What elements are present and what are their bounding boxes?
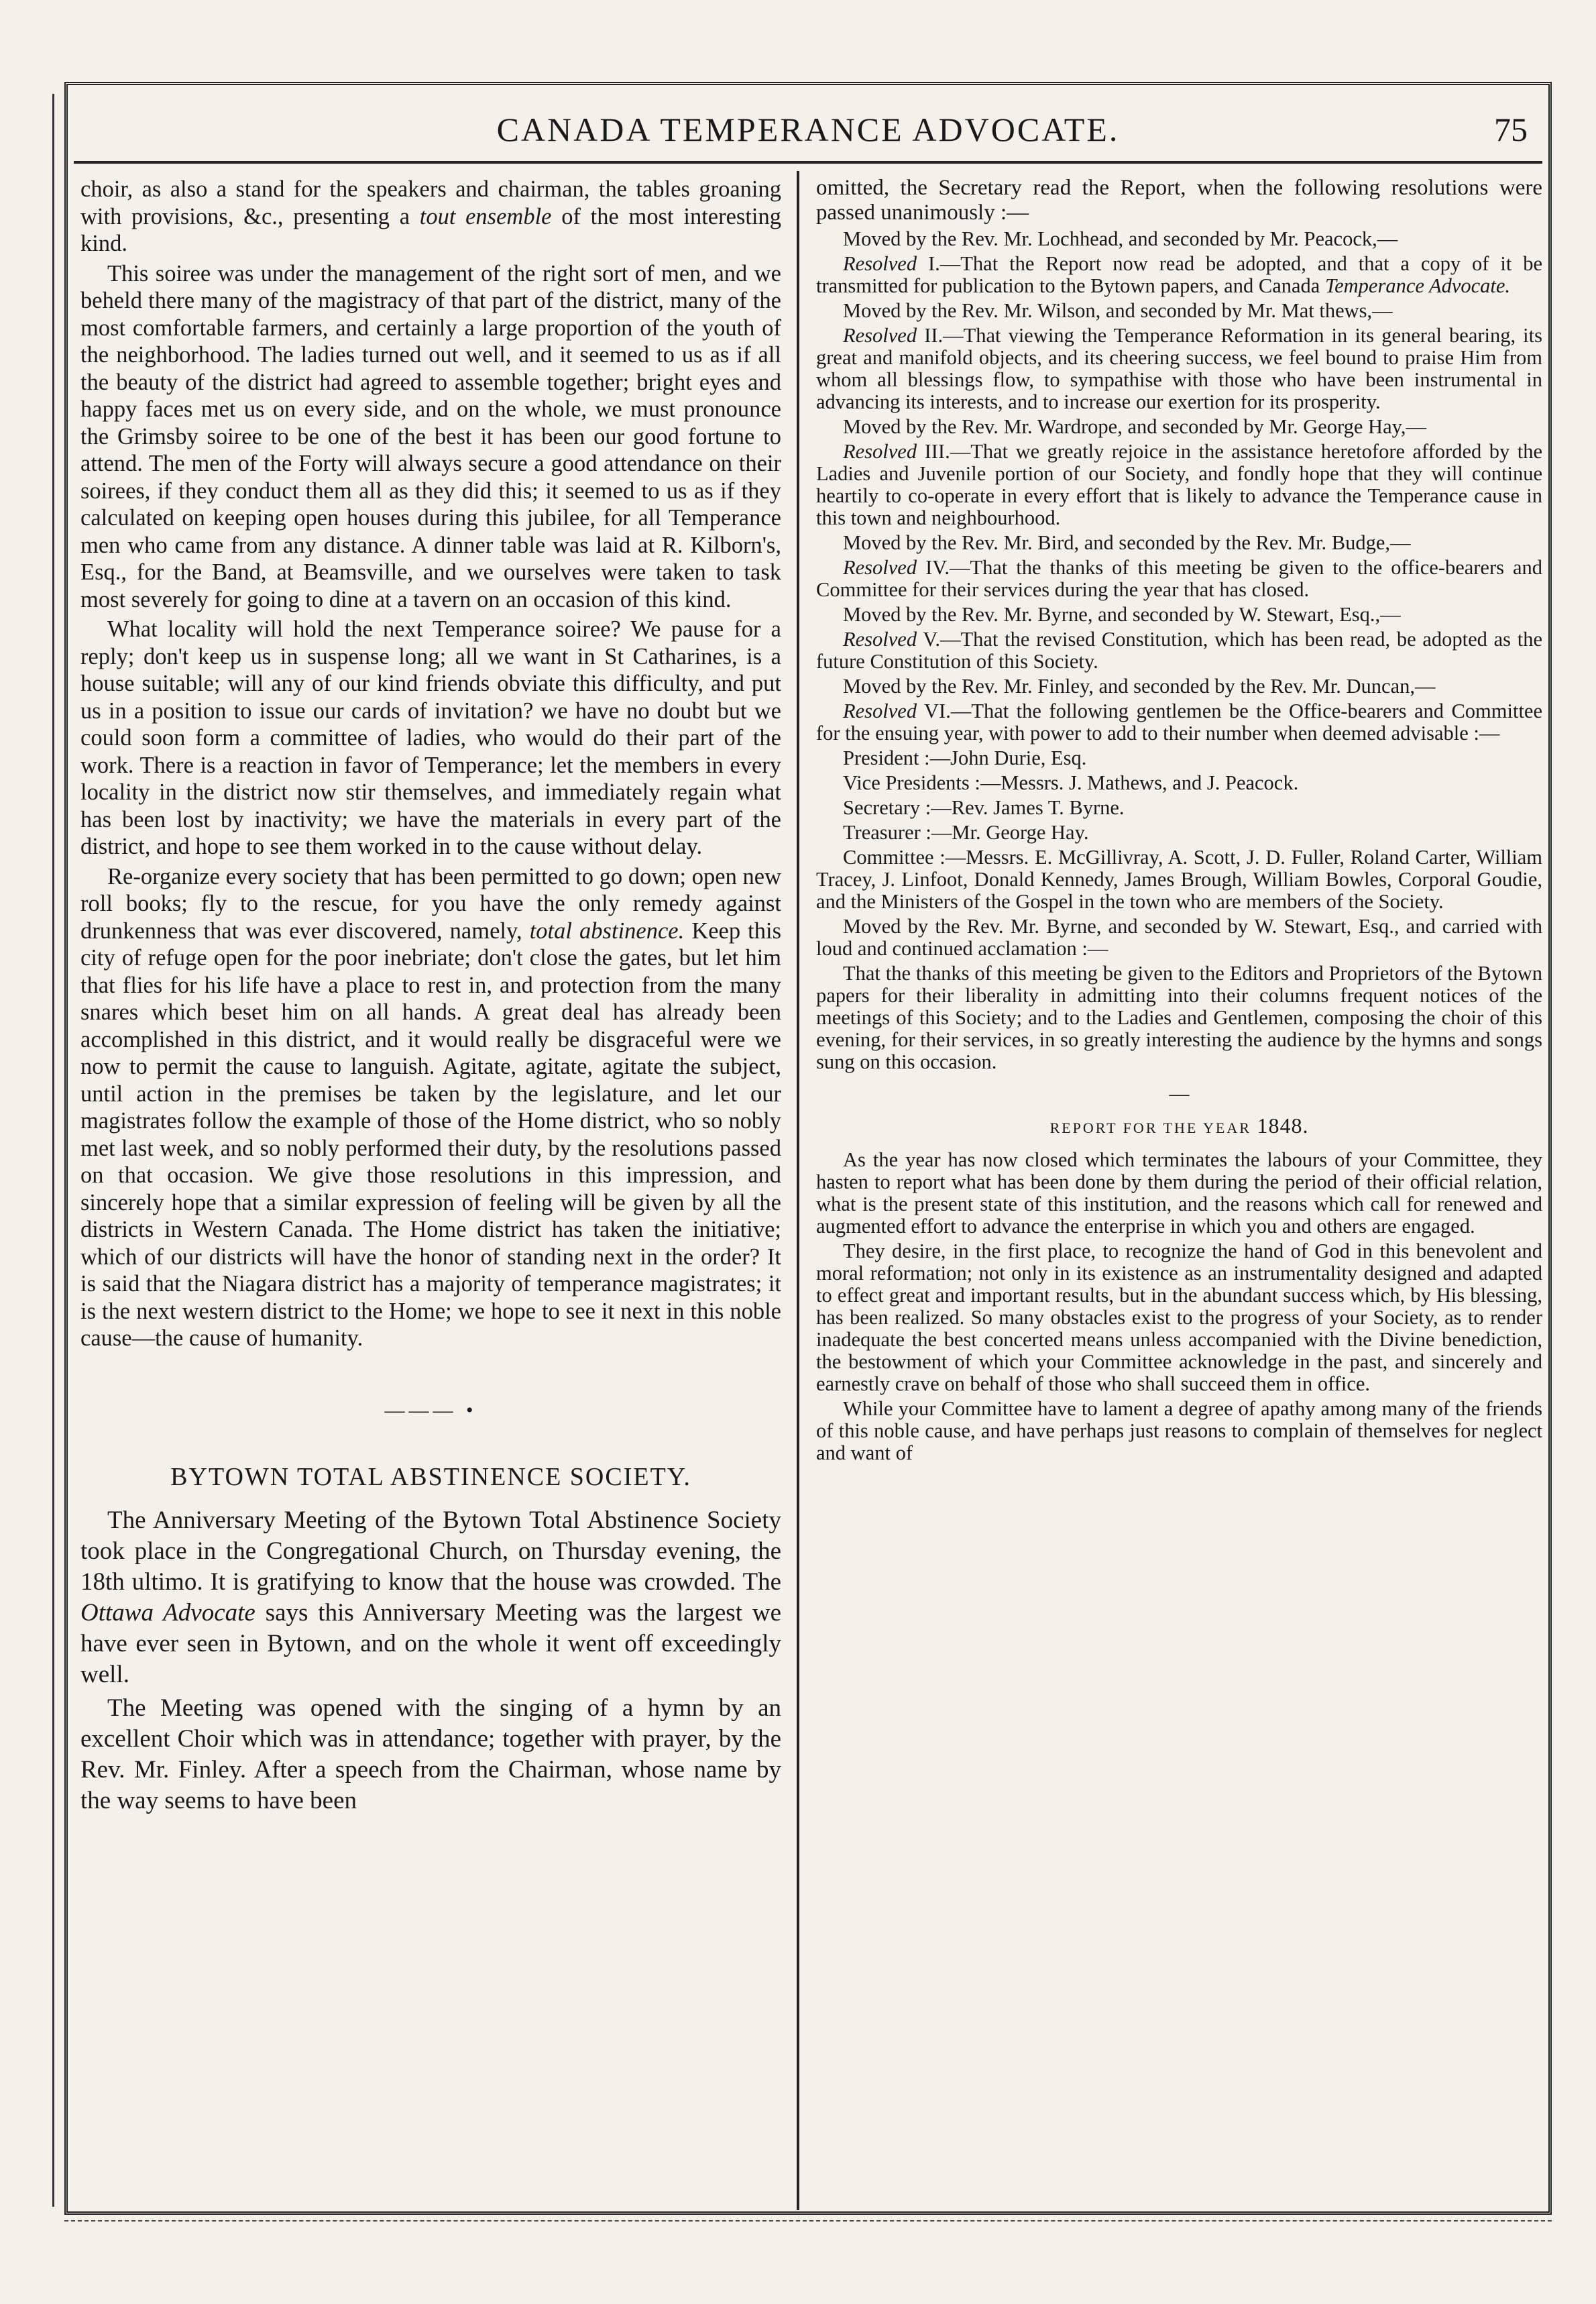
committee-list: Committee :—Messrs. E. McGillivray, A. Scott, J. D. Fuller, Roland Carter, William Tracey, J. Linfoot, Donald Kennedy, James Brough, William Bowles, Corporal Goudie, and the Ministers of the Gospel in the town who are members of the Society.	[816, 846, 1542, 913]
officer-entry: President :—John Durie, Esq.	[843, 747, 1087, 769]
page-number: 75	[1494, 111, 1528, 148]
left-column	[80, 176, 788, 2201]
paragraph: The Meeting was opened with the singing of a hymn by an excellent Choir which was in attendance; together with prayer, by the Rev. Mr. Finley. After a speech from the Chairman, whose name by the way seems to have been	[80, 1694, 781, 1814]
officer-list	[816, 747, 1542, 844]
resolution: Resolved II.—That viewing the Temperance Reformation in its general bearing, its great and manifold objects, and its cheering success, we feel bound to praise Him from whom all blessings flow, to sympathise with those who have been instrumental in advancing its interests, and to increase our exertion for its prosperity.	[816, 324, 1542, 413]
left-margin-rule	[52, 94, 54, 2207]
resolution: Resolved V.—That the revised Constitution, which has been read, be adopted as the future Constitution of this Society.	[816, 628, 1542, 673]
officer-entry: Treasurer :—Mr. George Hay.	[843, 821, 1089, 844]
motion: Moved by the Rev. Mr. Byrne, and seconded by W. Stewart, Esq.,—	[843, 603, 1401, 626]
officer-entry: Secretary :—Rev. James T. Byrne.	[843, 796, 1125, 819]
separator: —	[1169, 1083, 1190, 1105]
paragraph: The Anniversary Meeting of the Bytown Total Abstinence Society took place in the Congregational Church, on Thursday evening, the 18th ultimo. It is gratifying to know that the house was crowded. The Ottawa Advocate says this Anniversary Meeting was the largest we have ever seen in Bytown, and on the whole it went off exceedingly well.	[80, 1506, 781, 1688]
resolution: Resolved I.—That the Report now read be adopted, and that a copy of it be transmitted for publication to the Bytown papers, and Canada Temperance Advocate.	[816, 252, 1542, 297]
paragraph: What locality will hold the next Temperance soiree? We pause for a reply; don't keep us in suspense long; all we want in St Catharines, is a house suitable; will any of our kind friends obviate this difficulty, and put us in a position to issue our cards of invitation? we have no doubt but we could soon form a committee of ladies, who would do their part of the work. There is a reaction in favor of Temperance; let the members in every locality in the district now stir themselves, and immediately regain what has been lost by inactivity; we have the materials in every part of the district, and hope to see them worked in to the cause without delay.	[80, 616, 781, 859]
column-divider	[797, 171, 799, 2210]
resolution: Resolved IV.—That the thanks of this meeting be given to the office-bearers and Committee for their services during the year that has closed.	[816, 556, 1542, 601]
motion: Moved by the Rev. Mr. Wilson, and seconded by Mr. Mat thews,—	[843, 299, 1393, 322]
resolution: Resolved III.—That we greatly rejoice in the assistance heretofore afforded by the Ladies and Juvenile portion of our Society, and fondly hope that they will continue heartily to co-operate in every effort that is likely to advance the Temperance cause in this town and neighbourhood.	[816, 440, 1542, 529]
page-header	[74, 101, 1542, 164]
motion: Moved by the Rev. Mr. Byrne, and seconded by W. Stewart, Esq., and carried with loud and continued acclamation :—	[816, 915, 1542, 960]
paragraph: Re-organize every society that has been permitted to go down; open new roll books; fly to the rescue, for you have the only remedy against drunkenness that was ever discovered, namely, total abstinence. Keep this city of refuge open for the poor inebriate; don't close the gates, but let him that flies for his life have a place to rest in, and protection from the many snares which beset him on all hands. A great deal has already been accomplished in this district, and it would really be disgraceful were we now to permit the cause to languish. Agitate, agitate, agitate the subject, until action in the premises be taken by the legislature, and let our magistrates follow the example of those of the Home district, who so nobly met last week, and so nobly performed their duty, by the resolutions passed on that occasion. We give those resolutions in this impression, and sincerely hope that a similar expression of feeling will be given by all the districts in Western Canada. The Home district has taken the initiative; which of our districts will have the honor of standing next in the order? It is said that the Niagara district has a majority of temperance magistrates; it is the next western district to the Home; we hope to see it next in this noble cause—the cause of humanity.	[80, 863, 782, 1351]
motion: Moved by the Rev. Mr. Lochhead, and seconded by Mr. Peacock,—	[843, 227, 1398, 250]
officer-entry: Vice Presidents :—Messrs. J. Mathews, and J. Peacock.	[843, 771, 1299, 794]
section-ornament: ——— •	[384, 1398, 477, 1421]
bottom-rule	[64, 2220, 1552, 2224]
paragraph: omitted, the Secretary read the Report, when the following resolutions were passed unanimously :—	[816, 176, 1542, 225]
resolution: Resolved VI.—That the following gentlemen be the Office-bearers and Committee for the ensuing year, with power to add to their number when deemed advisable :—	[816, 700, 1542, 745]
section-title: BYTOWN TOTAL ABSTINENCE SOCIETY.	[170, 1462, 691, 1491]
motion: Moved by the Rev. Mr. Finley, and seconded by the Rev. Mr. Duncan,—	[843, 675, 1436, 698]
running-title: CANADA TEMPERANCE ADVOCATE.	[496, 111, 1120, 148]
paragraph: This soiree was under the management of the right sort of men, and we beheld there many of the magistracy of that part of the district, many of the most comfortable farmers, and certainly a large proportion of the youth of the neighborhood. The ladies turned out well, and it seemed to us as if all the beauty of the district had agreed to assemble together; bright eyes and happy faces met us on every side, and on the whole, we must pronounce the Grimsby soiree to be one of the best it has been our good fortune to attend. The men of the Forty will always secure a good attendance on their soirees, if they conduct them all as they did this; it seemed to us as if they calculated on keeping open houses during this jubilee, for all Temperance men who came from any distance. A dinner table was laid at R. Kilborn's, Esq., for the Band, at Beamsville, and we ourselves were taken to task most severely for going to dine at a tavern on an occasion of this kind.	[80, 260, 781, 612]
motion: Moved by the Rev. Mr. Bird, and seconded by the Rev. Mr. Budge,—	[843, 531, 1411, 554]
motion: Moved by the Rev. Mr. Wardrope, and seconded by Mr. George Hay,—	[843, 415, 1426, 438]
paragraph: As the year has now closed which terminates the labours of your Committee, they hasten to report what has been done by them during the period of their official relation, what is the present state of this institution, and the reasons which call for renewed and augmented effort to advance the enterprise in which you and others are engaged.	[816, 1148, 1542, 1238]
paragraph: They desire, in the first place, to recognize the hand of God in this benevolent and moral reformation; not only in its existence as an instrumentality designed and adapted to effect great and important results, but in the abundant success which, by His blessing, has been realized. So many obstacles exist to the progress of your Society, as to render inadequate the best concerted means unless accompanied with the Divine benediction, the bestowment of which your Committee acknowledge in the past, and sincerely and earnestly crave on behalf of those who shall succeed them in office.	[816, 1240, 1542, 1395]
right-column	[808, 176, 1542, 2201]
report-heading: REPORT FOR THE YEAR 1848.	[1049, 1113, 1309, 1138]
paragraph: While your Committee have to lament a degree of apathy among many of the friends of this noble cause, and have perhaps just reasons to complain of themselves for neglect and want of	[816, 1397, 1542, 1464]
resolution: That the thanks of this meeting be given to the Editors and Proprietors of the Bytown papers for their liberality in admitting into their columns frequent notices of the meetings of this Society; and to the Ladies and Gentlemen, composing the choir of this evening, for their services, in so greatly interesting the audience by the hymns and songs sung on this occasion.	[816, 962, 1542, 1073]
paragraph: choir, as also a stand for the speakers and chairman, the tables groaning with provisions, &c., presenting a tout ensemble of the most interesting kind.	[80, 176, 781, 256]
